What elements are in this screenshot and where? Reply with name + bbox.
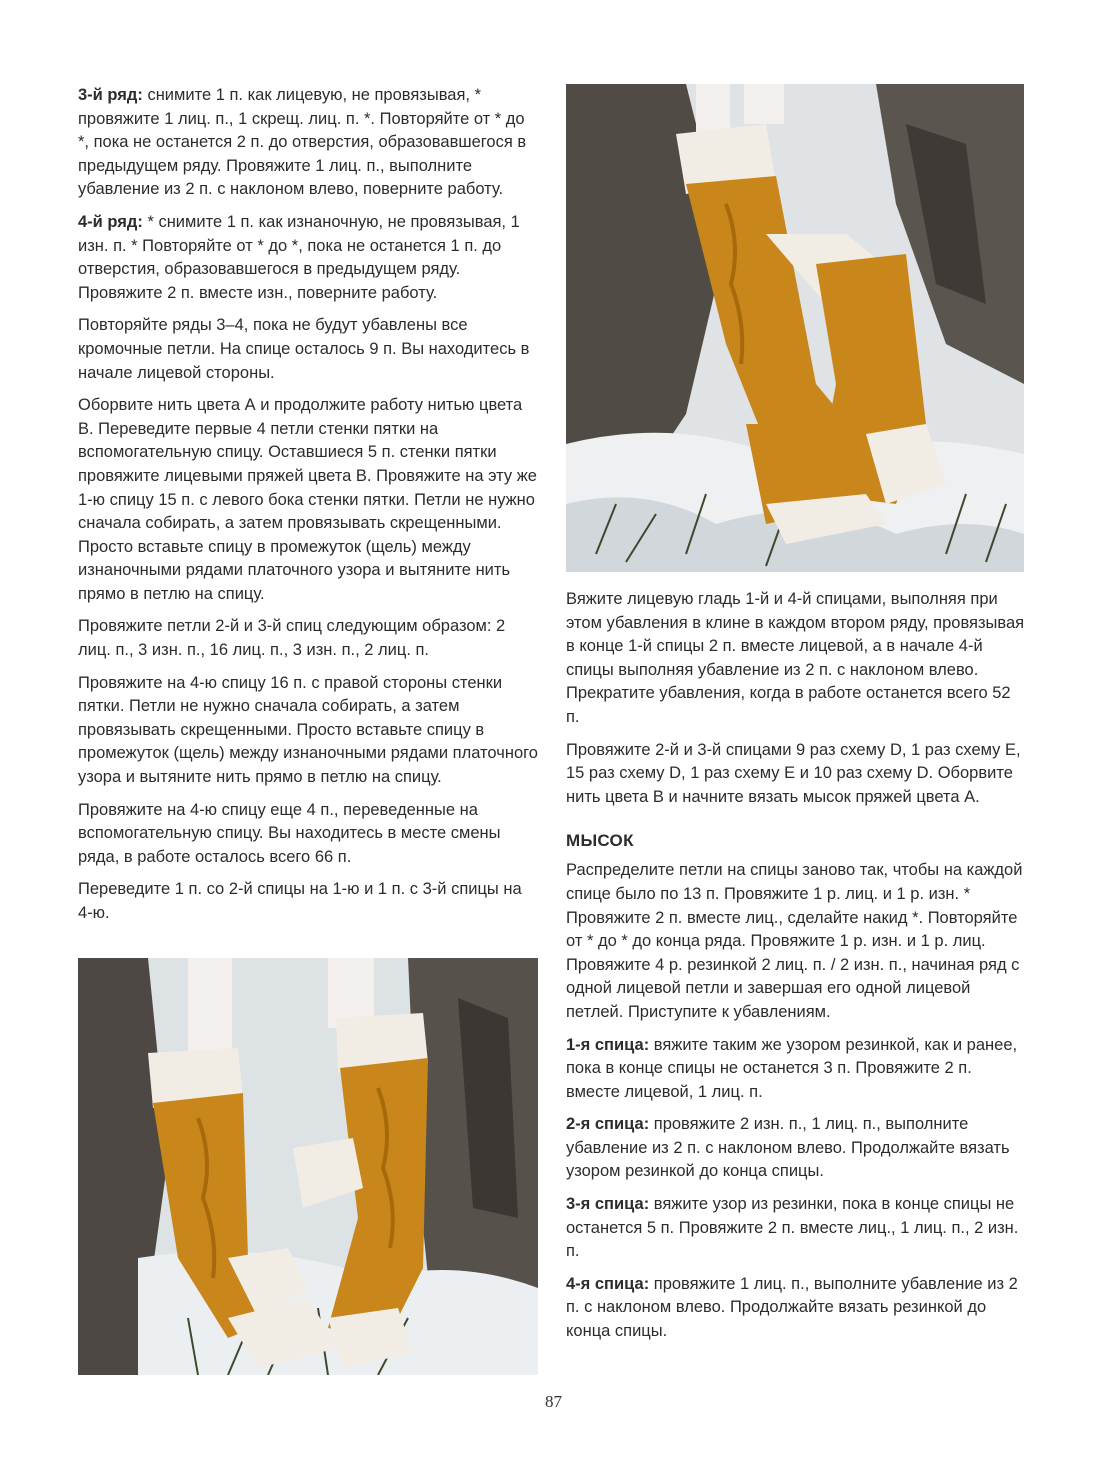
paragraph: Распределите петли на спицы заново так, чтобы на каждой спице было по 13 п. Провяжите 1 р. лиц. и 1 р. изн. * Провяжите 2 п. вместе лиц., сделайте накид *. Повторяйте от * до * до конца ряда. Провяжите 1 р. изн. и 1 р. лиц. Провяжите 4 р. резинкой 2 лиц. п. / 2 изн. п., начиная ряд с одной лицевой петли и завершая его одной лицевой петлей. Приступите к убавлениям. <box>566 861 1023 1021</box>
needle-4-label: 4-я спица: <box>566 1274 650 1293</box>
needle-1-text: вяжите таким же узором резинкой, как и ранее, пока в конце спицы не останется 3 п. Провяжите 2 п. вместе лицевой, 1 лиц. п. <box>566 1035 1018 1101</box>
paragraph: Переведите 1 п. со 2-й спицы на 1-ю и 1 п. с 3-й спицы на 4-ю. <box>78 880 522 922</box>
paragraph: Провяжите 2-й и 3-й спицами 9 раз схему D, 1 раз схему E, 15 раз схему D, 1 раз схему E и 10 раз схему D. Оборвите нить цвета В и начните вязать мысок пряжей цвета А. <box>566 740 1021 806</box>
paragraph: Провяжите петли 2-й и 3-й спиц следующим образом: 2 лиц. п., 3 изн. п., 16 лиц. п., 3 изн. п., 2 лиц. п. <box>78 617 506 660</box>
right-column <box>566 588 1028 1353</box>
needle-3-text: вяжите узор из резинки, пока в конце спицы не останется 5 п. Провяжите 2 п. вместе лиц., 1 лиц. п., 2 изн. п. <box>566 1195 1019 1261</box>
photo-socks-standing-tree <box>566 84 1024 572</box>
page-number: 87 <box>545 1392 562 1411</box>
paragraph-needle-1 <box>566 1034 1028 1105</box>
left-column <box>78 84 540 935</box>
row-4-label: 4-й ряд: <box>78 212 143 231</box>
row-4-text: * снимите 1 п. как изнаночную, не провязывая, 1 изн. п. * Повторяйте от * до *, пока не останется 1 п. до отверстия, образовавшегося в предыдущем ряду. Провяжите 2 п. вместе изн., поверните работу. <box>78 212 520 302</box>
paragraph: Провяжите на 4-ю спицу еще 4 п., переведенные на вспомогательную спицу. Вы находитесь в месте смены ряда, в работе осталось всего 66 п. <box>78 800 501 866</box>
paragraph-needle-4 <box>566 1273 1028 1344</box>
paragraph-needle-2 <box>566 1113 1028 1184</box>
row-3-label: 3-й ряд: <box>78 86 143 104</box>
paragraph: Повторяйте ряды 3–4, пока не будут убавлены все кромочные петли. На спице осталось 9 п. Вы находитесь в начале лицевой стороны. <box>78 316 530 382</box>
needle-3-label: 3-я спица: <box>566 1195 650 1214</box>
paragraph: Провяжите на 4-ю спицу 16 п. с правой стороны стенки пятки. Петли не нужно сначала собирать, а затем провязывать скрещенными. Просто вставьте спицу в промежуток (щель) между изнаночными рядами платочного узора и вытяните нить прямо в петлю на спицу. <box>78 673 538 787</box>
section-title-toe: МЫСОК <box>566 831 634 851</box>
paragraph-row-3 <box>78 84 540 202</box>
paragraph: Оборвите нить цвета А и продолжите работу нитью цвета В. Переведите первые 4 петли стенки пятки на вспомогательную спицу. Оставшиеся 5 п. стенки пятки провяжите лицевыми пряжей цвета В. Провяжите на эту же 1-ю спицу 15 п. с левого бока стенки пятки. Петли не нужно сначала собирать, а затем провязывать скрещенными. Просто вставьте спицу в промежуток (щель) между изнаночными рядами платочного узора и вытяните нить прямо в петлю на спицу. <box>78 396 537 603</box>
row-3-text: снимите 1 п. как лицевую, не провязывая, * провяжите 1 лиц. п., 1 скрещ. лиц. п. *. Повторяйте от * до *, пока не останется 2 п. до отверстия, образовавшегося в предыдущем ряду. Провяжите 1 лиц. п., выполните убавление из 2 п. с наклоном влево, поверните работу. <box>78 86 527 199</box>
needle-2-text: провяжите 2 изн. п., 1 лиц. п., выполните убавление из 2 п. с наклоном влево. Продолжайте вязать узором резинкой до конца спицы. <box>566 1115 1010 1181</box>
needle-4-text: провяжите 1 лиц. п., выполните убавление из 2 п. с наклоном влево. Продолжайте вязать резинкой до конца спицы. <box>566 1274 1018 1341</box>
needle-2-label: 2-я спица: <box>566 1115 650 1134</box>
paragraph: Вяжите лицевую гладь 1-й и 4-й спицами, выполняя при этом убавления в клине в каждом втором ряду, провязывая в конце 1-й спицы 2 п. вместе лицевой, а в начале 4-й спицы выполняя убавление из 2 п. с наклоном влево. Прекратите убавления, когда в работе останется всего 52 п. <box>566 590 1025 726</box>
paragraph-row-4 <box>78 211 540 305</box>
paragraph-needle-3 <box>566 1193 1028 1264</box>
needle-1-label: 1-я спица: <box>566 1035 650 1054</box>
photo-socks-leaning-tree <box>78 958 538 1375</box>
